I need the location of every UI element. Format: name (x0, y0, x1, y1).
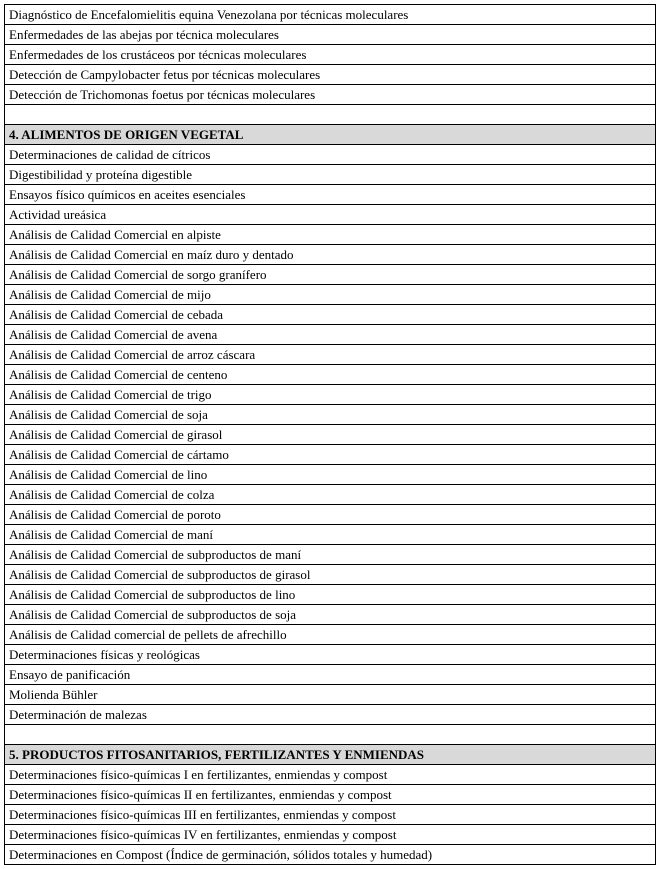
table-row (5, 25, 656, 45)
analysis-name: Análisis de Calidad Comercial de lino (5, 465, 656, 485)
analysis-name: Análisis de Calidad Comercial de mijo (5, 285, 656, 305)
table-row (5, 465, 656, 485)
analysis-name: Ensayo de panificación (5, 665, 656, 685)
analysis-name: Análisis de Calidad Comercial de centeno (5, 365, 656, 385)
table-row (5, 825, 656, 845)
table-row (5, 665, 656, 685)
table-row (5, 765, 656, 785)
table-row (5, 525, 656, 545)
analysis-name: Enfermedades de las abejas por técnica moleculares (5, 25, 656, 45)
analysis-name: Determinaciones físico-químicas IV en fertilizantes, enmiendas y compost (5, 825, 656, 845)
analysis-name: Determinaciones físico-químicas II en fertilizantes, enmiendas y compost (5, 785, 656, 805)
table-row (5, 225, 656, 245)
analysis-name: Análisis de Calidad Comercial de subproductos de maní (5, 545, 656, 565)
table-row (5, 405, 656, 425)
analysis-name: Actividad ureásica (5, 205, 656, 225)
blank-row (5, 725, 656, 745)
analysis-name: Determinaciones de calidad de cítricos (5, 145, 656, 165)
analysis-name: Detección de Campylobacter fetus por técnicas moleculares (5, 65, 656, 85)
blank-cell (5, 105, 656, 125)
analysis-name: Análisis de Calidad Comercial de avena (5, 325, 656, 345)
analysis-name: Determinaciones físico-químicas III en fertilizantes, enmiendas y compost (5, 805, 656, 825)
analysis-name: Análisis de Calidad Comercial de trigo (5, 385, 656, 405)
table-row (5, 785, 656, 805)
table-row (5, 145, 656, 165)
table-row (5, 685, 656, 705)
table-row (5, 85, 656, 105)
analysis-name: Detección de Trichomonas foetus por técnicas moleculares (5, 85, 656, 105)
table-row (5, 605, 656, 625)
table-row (5, 425, 656, 445)
table-row (5, 265, 656, 285)
analysis-name: Análisis de Calidad Comercial de cebada (5, 305, 656, 325)
analysis-name: Análisis de Calidad Comercial de colza (5, 485, 656, 505)
analysis-name: Análisis de Calidad Comercial de subproductos de soja (5, 605, 656, 625)
analysis-name: Análisis de Calidad Comercial de subproductos de lino (5, 585, 656, 605)
analysis-name: Análisis de Calidad Comercial de subproductos de girasol (5, 565, 656, 585)
analysis-name: Ensayos físico químicos en aceites esenciales (5, 185, 656, 205)
table-row (5, 5, 656, 25)
analysis-name: Análisis de Calidad Comercial de arroz cáscara (5, 345, 656, 365)
analysis-name: Análisis de Calidad Comercial de cártamo (5, 445, 656, 465)
table-row (5, 485, 656, 505)
table-row (5, 185, 656, 205)
analysis-name: Determinaciones en Compost (Índice de germinación, sólidos totales y humedad) (5, 845, 656, 865)
table-row (5, 385, 656, 405)
table-row (5, 205, 656, 225)
analysis-name: Determinación de malezas (5, 705, 656, 725)
analysis-name: Determinaciones físicas y reológicas (5, 645, 656, 665)
table-row (5, 165, 656, 185)
analysis-table-body (5, 5, 656, 865)
analysis-name: Análisis de Calidad Comercial de soja (5, 405, 656, 425)
table-row (5, 705, 656, 725)
analysis-name: Análisis de Calidad Comercial de sorgo granífero (5, 265, 656, 285)
table-row (5, 365, 656, 385)
table-row (5, 545, 656, 565)
table-row (5, 65, 656, 85)
analysis-name: Digestibilidad y proteína digestible (5, 165, 656, 185)
analysis-name: Análisis de Calidad Comercial de poroto (5, 505, 656, 525)
table-row (5, 805, 656, 825)
analysis-name: Análisis de Calidad comercial de pellets de afrechillo (5, 625, 656, 645)
analysis-name: Molienda Bühler (5, 685, 656, 705)
table-row (5, 285, 656, 305)
analysis-name: Análisis de Calidad Comercial en maíz duro y dentado (5, 245, 656, 265)
table-row (5, 645, 656, 665)
table-row (5, 625, 656, 645)
section-header-row (5, 745, 656, 765)
table-row (5, 245, 656, 265)
table-row (5, 565, 656, 585)
table-row (5, 845, 656, 865)
analysis-name: Enfermedades de los crustáceos por técnicas moleculares (5, 45, 656, 65)
table-row (5, 445, 656, 465)
table-row (5, 505, 656, 525)
table-row (5, 325, 656, 345)
blank-row (5, 105, 656, 125)
analysis-name: Análisis de Calidad Comercial de maní (5, 525, 656, 545)
analysis-name: Análisis de Calidad Comercial de girasol (5, 425, 656, 445)
analysis-list-document (4, 4, 656, 865)
analysis-name: Diagnóstico de Encefalomielitis equina Venezolana por técnicas moleculares (5, 5, 656, 25)
table-row (5, 585, 656, 605)
section-title: 4. ALIMENTOS DE ORIGEN VEGETAL (5, 125, 656, 145)
table-row (5, 305, 656, 325)
table-row (5, 345, 656, 365)
blank-cell (5, 725, 656, 745)
analysis-table (4, 4, 656, 865)
section-header-row (5, 125, 656, 145)
analysis-name: Análisis de Calidad Comercial en alpiste (5, 225, 656, 245)
section-title: 5. PRODUCTOS FITOSANITARIOS, FERTILIZANTES Y ENMIENDAS (5, 745, 656, 765)
table-row (5, 45, 656, 65)
analysis-name: Determinaciones físico-químicas I en fertilizantes, enmiendas y compost (5, 765, 656, 785)
